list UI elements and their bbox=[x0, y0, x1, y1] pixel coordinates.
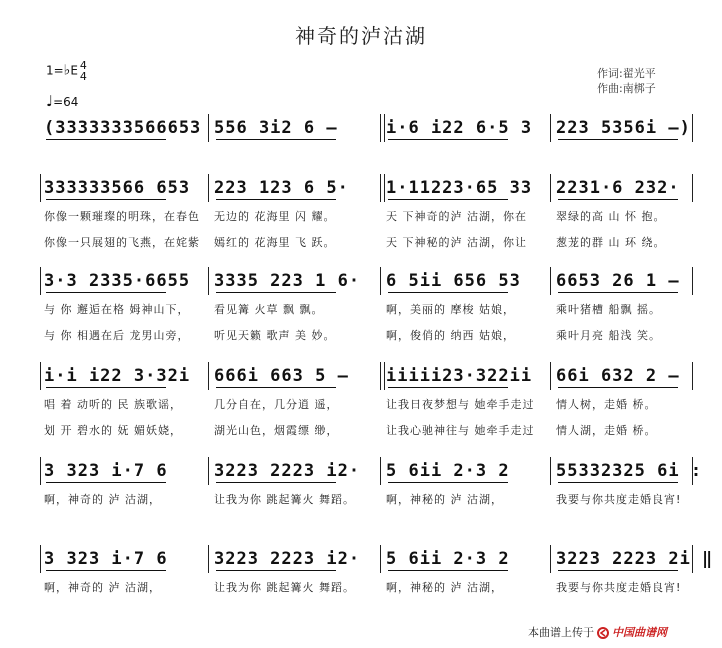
time-top: 4 bbox=[79, 59, 87, 72]
lyric-segment: 让我日夜梦想与 她牵手走过 bbox=[386, 398, 535, 411]
barline bbox=[550, 114, 551, 142]
notation-line bbox=[40, 360, 692, 388]
barline bbox=[208, 362, 209, 390]
site-logo-icon bbox=[597, 627, 609, 639]
barline bbox=[380, 545, 381, 573]
notation-line bbox=[40, 455, 703, 483]
measure-notes: 5 6ii 2·3 2 bbox=[386, 549, 510, 569]
barline bbox=[380, 114, 385, 142]
barline bbox=[380, 174, 385, 202]
lyric-segment: 葱茏的群 山 环 绕。 bbox=[556, 236, 666, 249]
lyric-segment: 啊，神秘的 泸 沽湖， bbox=[386, 581, 503, 594]
beam-underline bbox=[216, 139, 336, 140]
lyric-segment: 乘叶猪槽 船飘 摇。 bbox=[556, 303, 661, 316]
lyric-segment: 无边的 花海里 闪 耀。 bbox=[214, 210, 336, 223]
measure-notes: i·i i22 3·32i bbox=[44, 366, 191, 386]
measure-notes: iiiii23·322ii bbox=[386, 366, 533, 386]
lyric-segment: 天 下神秘的泸 沽湖，你让 bbox=[386, 236, 527, 249]
beam-underline bbox=[388, 387, 508, 388]
lyric-segment: 翠绿的高 山 怀 抱。 bbox=[556, 210, 666, 223]
lyric-segment: 我要与你共度走婚良宵! bbox=[556, 581, 682, 594]
quarter-note-icon: ♩ bbox=[46, 92, 54, 110]
lyric-segment: 啊，俊俏的 纳西 姑娘， bbox=[386, 329, 515, 342]
flat-sign: ♭ bbox=[63, 62, 71, 79]
beam-underline bbox=[46, 199, 166, 200]
lyric-segment: 嫣红的 花海里 飞 跃。 bbox=[214, 236, 336, 249]
barline bbox=[40, 545, 41, 573]
barline bbox=[208, 267, 209, 295]
beam-underline bbox=[558, 482, 678, 483]
time-bottom: 4 bbox=[79, 70, 87, 83]
tempo-mark bbox=[46, 92, 78, 110]
notation-line bbox=[40, 112, 692, 140]
lyric-segment: 你像一颗璀璨的明珠，在春色 bbox=[44, 210, 200, 223]
barline bbox=[40, 362, 41, 390]
barline bbox=[550, 174, 551, 202]
barline bbox=[692, 267, 693, 295]
key-note: E bbox=[70, 63, 78, 78]
beam-underline bbox=[46, 482, 166, 483]
notation-line bbox=[40, 265, 692, 293]
lyric-segment: 几分自在，几分逍 遥， bbox=[214, 398, 339, 411]
measure-notes: 3223 2223 i2· bbox=[214, 461, 361, 481]
beam-underline bbox=[46, 387, 166, 388]
measure-notes: 6 5ii 656 53 bbox=[386, 271, 521, 291]
lyric-segment: 啊，美丽的 摩梭 姑娘， bbox=[386, 303, 515, 316]
beam-underline bbox=[46, 570, 166, 571]
beam-underline bbox=[558, 387, 678, 388]
barline bbox=[380, 457, 381, 485]
beam-underline bbox=[388, 199, 508, 200]
lyric-segment: 我要与你共度走婚良宵! bbox=[556, 493, 682, 506]
lyric-segment: 情人树，走婚 桥。 bbox=[556, 398, 657, 411]
lyric-segment: 天 下神奇的泸 沽湖，你在 bbox=[386, 210, 527, 223]
beam-underline bbox=[216, 387, 336, 388]
beam-underline bbox=[558, 292, 678, 293]
measure-notes: 2231·6 232· bbox=[556, 178, 680, 198]
barline bbox=[692, 114, 693, 142]
composer: 作曲:南梆子 bbox=[597, 82, 656, 95]
measure-notes: 3223 2223 i2· bbox=[214, 549, 361, 569]
beam-underline bbox=[558, 570, 678, 571]
lyric-segment: 你像一只展翅的飞燕，在姹紫 bbox=[44, 236, 200, 249]
key-signature bbox=[46, 60, 87, 82]
key-prefix: 1= bbox=[46, 63, 64, 78]
barline bbox=[380, 362, 385, 390]
footer bbox=[528, 624, 667, 640]
measure-notes: 666i 663 5 – bbox=[214, 366, 349, 386]
beam-underline bbox=[388, 139, 508, 140]
beam-underline bbox=[558, 139, 678, 140]
time-signature bbox=[80, 60, 87, 82]
song-title: 神奇的泸沽湖 bbox=[295, 24, 427, 48]
measure-notes: 66i 632 2 – bbox=[556, 366, 680, 386]
measure-notes: 3 323 i·7 6 bbox=[44, 549, 168, 569]
barline bbox=[208, 545, 209, 573]
beam-underline bbox=[388, 570, 508, 571]
beam-underline bbox=[388, 482, 508, 483]
lyric-segment: 与 你 相遇在后 龙男山旁， bbox=[44, 329, 190, 342]
measure-notes: 223 123 6 5· bbox=[214, 178, 349, 198]
measure-notes: 223 5356i –) bbox=[556, 118, 691, 138]
measure-notes: 1·11223·65 33 bbox=[386, 178, 533, 198]
lyric-segment: 啊，神奇的 泸 沽湖， bbox=[44, 493, 161, 506]
notation-line bbox=[40, 172, 692, 200]
measure-notes: 3335 223 1 6· bbox=[214, 271, 361, 291]
lyric-segment: 情人湖，走婚 桥。 bbox=[556, 424, 657, 437]
lyric-segment: 与 你 邂逅在格 姆神山下， bbox=[44, 303, 190, 316]
lyric-segment: 听见天籁 歌声 美 妙。 bbox=[214, 329, 336, 342]
measure-notes: 556 3i2 6 – bbox=[214, 118, 338, 138]
barline bbox=[380, 267, 381, 295]
credits bbox=[597, 66, 656, 96]
lyric-segment: 唱 着 动听的 民 族歌谣， bbox=[44, 398, 182, 411]
barline bbox=[40, 267, 41, 295]
measure-notes: 3 323 i·7 6 bbox=[44, 461, 168, 481]
beam-underline bbox=[46, 139, 166, 140]
barline bbox=[692, 362, 693, 390]
barline bbox=[692, 174, 693, 202]
beam-underline bbox=[216, 199, 336, 200]
measure-notes: 3·3 2335·6655 bbox=[44, 271, 191, 291]
barline bbox=[40, 457, 41, 485]
lyric-segment: 划 开 碧水的 妩 媚妖娆， bbox=[44, 424, 182, 437]
lyric-segment: 啊，神奇的 泸 沽湖， bbox=[44, 581, 161, 594]
lyric-segment: 看见篝 火草 飘 飘。 bbox=[214, 303, 324, 316]
site-name: 中国曲谱网 bbox=[612, 626, 667, 639]
measure-notes: i·6 i22 6·5 3 bbox=[386, 118, 533, 138]
lyric-segment: 湖光山色，烟霞缥 缈， bbox=[214, 424, 339, 437]
barline bbox=[40, 174, 41, 202]
barline bbox=[208, 114, 209, 142]
barline bbox=[550, 267, 551, 295]
beam-underline bbox=[388, 292, 508, 293]
lyric-segment: 让我为你 跳起篝火 舞蹈。 bbox=[214, 581, 355, 594]
measure-notes: 55332325 6i : bbox=[556, 461, 703, 481]
measure-notes: 6653 26 1 – bbox=[556, 271, 680, 291]
measure-notes: 333333566 653 bbox=[44, 178, 191, 198]
beam-underline bbox=[558, 199, 678, 200]
barline bbox=[550, 362, 551, 390]
lyric-segment: 啊，神秘的 泸 沽湖， bbox=[386, 493, 503, 506]
lyric-segment: 乘叶月亮 船浅 笑。 bbox=[556, 329, 661, 342]
lyric-segment: 让我心驰神往与 她牵手走过 bbox=[386, 424, 535, 437]
tempo-value: =64 bbox=[53, 95, 79, 109]
barline bbox=[208, 174, 209, 202]
barline bbox=[550, 545, 551, 573]
barline bbox=[208, 457, 209, 485]
beam-underline bbox=[216, 292, 336, 293]
barline bbox=[550, 457, 551, 485]
notation-line bbox=[40, 543, 714, 571]
beam-underline bbox=[216, 570, 336, 571]
measure-notes: 3223 2223 2i ‖ bbox=[556, 549, 714, 569]
measure-notes: 5 6ii 2·3 2 bbox=[386, 461, 510, 481]
beam-underline bbox=[46, 292, 166, 293]
beam-underline bbox=[216, 482, 336, 483]
measure-notes: (3333333566653 bbox=[44, 118, 202, 138]
footer-text: 本曲谱上传于 bbox=[528, 626, 594, 639]
lyric-segment: 让我为你 跳起篝火 舞蹈。 bbox=[214, 493, 355, 506]
lyricist: 作词:翟光平 bbox=[597, 67, 656, 80]
